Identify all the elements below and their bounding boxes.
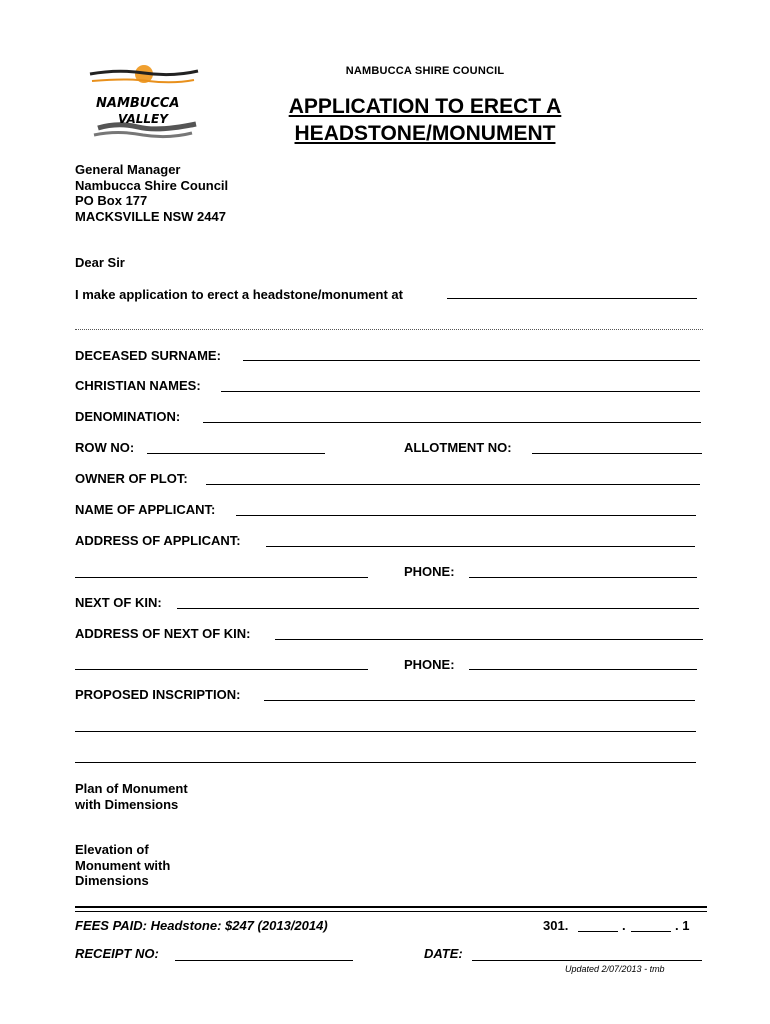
proposed-inscription-input[interactable] <box>264 700 695 701</box>
allotment-no-label: ALLOTMENT NO: <box>404 440 512 455</box>
allotment-no-input[interactable] <box>532 453 702 454</box>
plan-label-line: Plan of Monument <box>75 781 188 796</box>
address-of-applicant-label: ADDRESS OF APPLICANT: <box>75 533 241 548</box>
next-of-kin-phone-label: PHONE: <box>404 657 455 672</box>
account-code-input-1[interactable] <box>578 931 618 932</box>
address-of-next-of-kin-continuation[interactable] <box>75 669 368 670</box>
christian-names-input[interactable] <box>221 391 700 392</box>
address-line: Nambucca Shire Council <box>75 177 229 193</box>
account-code-suffix: . 1 <box>675 918 690 933</box>
next-of-kin-input[interactable] <box>177 608 699 609</box>
plan-label-line: with Dimensions <box>75 796 179 812</box>
owner-of-plot-label: OWNER OF PLOT: <box>75 471 188 486</box>
christian-names-label: CHRISTIAN NAMES: <box>75 378 201 393</box>
owner-of-plot-input[interactable] <box>206 484 700 485</box>
name-of-applicant-input[interactable] <box>236 515 696 516</box>
location-continuation-line[interactable] <box>75 329 703 330</box>
address-line: MACKSVILLE NSW 2447 <box>75 208 226 224</box>
fees-paid <box>75 918 328 933</box>
date-input[interactable] <box>472 960 702 961</box>
denomination-label: DENOMINATION: <box>75 409 181 424</box>
receipt-no-input[interactable] <box>175 960 353 961</box>
address-line: General Manager <box>75 162 181 177</box>
address-of-next-of-kin-input[interactable] <box>275 639 703 640</box>
elevation-label-line: Dimensions <box>75 873 149 888</box>
row-no-label: ROW NO: <box>75 440 135 455</box>
council-name: NAMBUCCA SHIRE COUNCIL <box>345 65 505 77</box>
salutation: Dear Sir <box>75 255 125 270</box>
deceased-surname-input[interactable] <box>243 360 700 361</box>
next-of-kin-label: NEXT OF KIN: <box>75 595 162 610</box>
svg-text:NAMBUCCA: NAMBUCCA <box>96 96 180 111</box>
fees-paid-label: FEES PAID <box>75 918 143 933</box>
deceased-surname-label: DECEASED SURNAME: <box>75 348 221 363</box>
row-no-input[interactable] <box>147 453 325 454</box>
account-code-prefix: 301. <box>543 918 569 933</box>
receipt-no-label: RECEIPT NO: <box>75 946 159 961</box>
updated-note: Updated 2/07/2013 - tmb <box>565 964 665 974</box>
proposed-inscription-line-3[interactable] <box>75 762 696 763</box>
recipient-address <box>75 162 228 224</box>
plan-of-monument-label <box>75 781 188 812</box>
svg-text:VALLEY: VALLEY <box>118 112 168 126</box>
location-input-line[interactable] <box>447 298 697 299</box>
elevation-of-monument-label <box>75 842 170 889</box>
next-of-kin-phone-input[interactable] <box>469 669 697 670</box>
proposed-inscription-label: PROPOSED INSCRIPTION: <box>75 687 241 702</box>
form-title-line1: APPLICATION TO ERECT A <box>288 95 562 118</box>
elevation-label-line: Elevation of <box>75 842 149 857</box>
elevation-label-line: Monument with <box>75 857 171 873</box>
form-title-line2: HEADSTONE/MONUMENT <box>294 122 556 145</box>
applicant-phone-label: PHONE: <box>404 564 455 579</box>
applicant-phone-input[interactable] <box>469 577 697 578</box>
fees-paid-detail: : Headstone: $247 (2013/2014) <box>142 918 328 933</box>
application-statement: I make application to erect a headstone/monument at <box>75 287 403 302</box>
address-of-applicant-input[interactable] <box>266 546 695 547</box>
proposed-inscription-line-2[interactable] <box>75 731 696 732</box>
address-of-next-of-kin-label: ADDRESS OF NEXT OF KIN: <box>75 626 251 641</box>
denomination-input[interactable] <box>203 422 701 423</box>
address-line: PO Box 177 <box>75 193 148 208</box>
account-code-input-2[interactable] <box>631 931 671 932</box>
name-of-applicant-label: NAME OF APPLICANT: <box>75 502 216 517</box>
date-label: DATE: <box>424 946 463 961</box>
account-code-separator: . <box>622 918 626 933</box>
address-of-applicant-continuation[interactable] <box>75 577 368 578</box>
footer-divider <box>75 906 707 912</box>
